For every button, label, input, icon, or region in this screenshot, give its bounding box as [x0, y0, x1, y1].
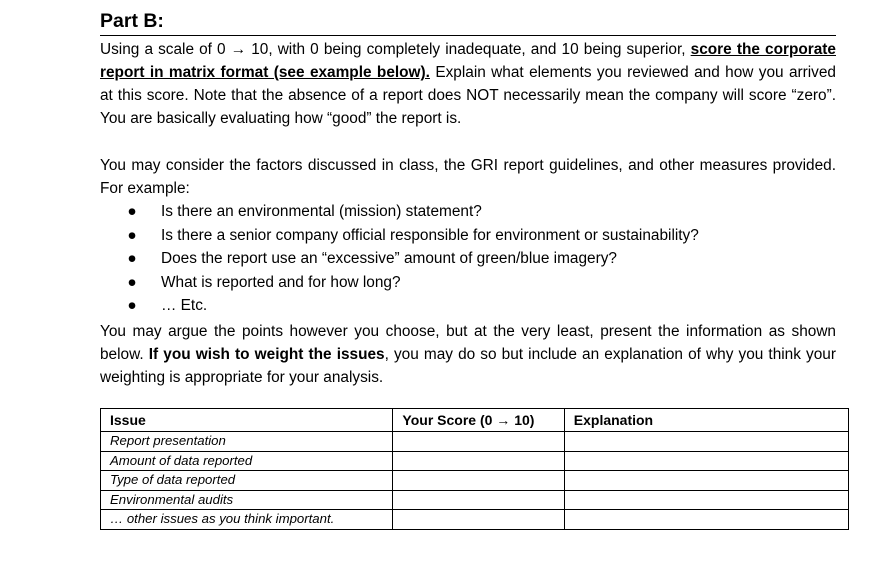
bullet-icon: ●: [127, 203, 137, 220]
score-cell: [393, 510, 564, 530]
bullet-icon: ●: [127, 297, 137, 314]
issue-cell: Type of data reported: [101, 471, 393, 491]
bullet-icon: ●: [127, 250, 137, 267]
table-header-row: [101, 409, 849, 432]
score-cell: [393, 451, 564, 471]
score-cell: [393, 471, 564, 491]
list-item: [100, 200, 836, 224]
table-row: [101, 510, 849, 530]
intro-text-end: Explain what elements you reviewed and how you arrived at this score. Note that the absence of a report does NOT necessarily mean the company will score “zero”. You are basically evaluating how “good” the report is.: [100, 64, 836, 127]
intro-text-start: Using a scale of 0 → 10, with 0 being completely inadequate, and 10 being superior,: [100, 41, 691, 58]
issue-cell: Report presentation: [101, 432, 393, 452]
bullet-icon: ●: [127, 226, 137, 244]
table-row: [101, 490, 849, 510]
list-item-text: Is there a senior company official responsible for environment or sustainability?: [161, 226, 699, 244]
table-row: [101, 451, 849, 471]
issue-cell: … other issues as you think important.: [101, 510, 393, 530]
explanation-cell: [564, 510, 848, 530]
explanation-cell: [564, 490, 848, 510]
list-item-text: Does the report use an “excessive” amount of green/blue imagery?: [161, 250, 617, 267]
explanation-cell: [564, 451, 848, 471]
intro-emphasis: score the corporate report in matrix format (see example below).: [100, 41, 836, 81]
issue-cell: Amount of data reported: [101, 451, 393, 471]
consider-paragraph: You may consider the factors discussed in class, the GRI report guidelines, and other measures provided. For example:: [100, 157, 836, 197]
bullet-icon: ●: [127, 273, 137, 291]
header-issue: Issue: [101, 409, 393, 432]
argue-paragraph: [100, 320, 836, 389]
paragraph-gap: [100, 130, 836, 152]
table-row: [101, 432, 849, 452]
argue-bold: If you wish to weight the issues: [148, 345, 385, 363]
factor-list: [100, 200, 836, 318]
score-cell: [393, 490, 564, 510]
score-cell: [393, 432, 564, 452]
document-page: [100, 8, 836, 389]
list-item-text: … Etc.: [161, 297, 208, 314]
section-title: Part B:: [100, 8, 836, 36]
list-item: [100, 224, 836, 248]
argue-text-end: , you may do so but include an explanation of why you think your weighting is appropriate for your analysis.: [100, 345, 836, 386]
table-row: [101, 471, 849, 491]
list-item: [100, 271, 836, 295]
score-matrix-table: [100, 408, 849, 530]
argue-text-start: You may argue the points however you choose, but at the very least, present the information as shown below.: [100, 322, 836, 363]
header-score: Your Score (0 → 10): [393, 409, 564, 432]
list-item-text: What is reported and for how long?: [161, 273, 401, 291]
list-item-text: Is there an environmental (mission) statement?: [161, 203, 482, 220]
list-item: [100, 247, 836, 271]
issue-cell: Environmental audits: [101, 490, 393, 510]
explanation-cell: [564, 471, 848, 491]
intro-paragraph: [100, 38, 836, 130]
list-item: [100, 294, 836, 318]
explanation-cell: [564, 432, 848, 452]
header-explanation: Explanation: [564, 409, 848, 432]
